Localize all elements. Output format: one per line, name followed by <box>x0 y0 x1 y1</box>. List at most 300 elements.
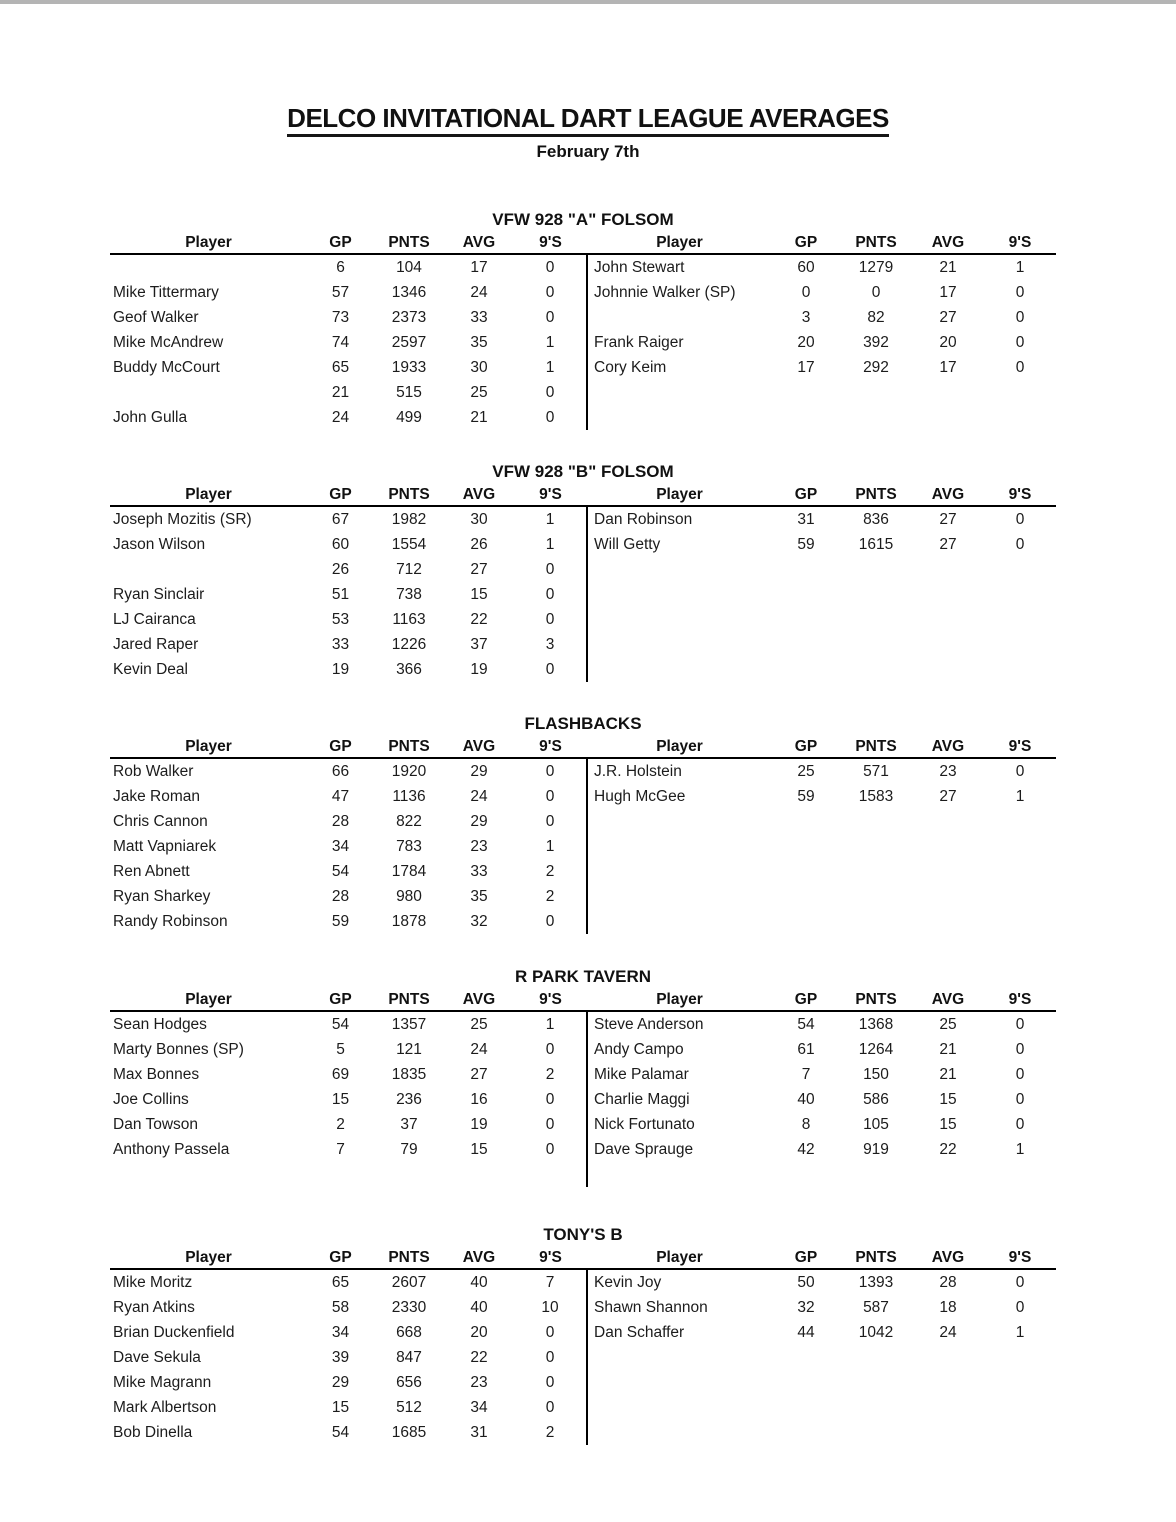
player-name-cell: Dave Sprauge <box>587 1137 772 1162</box>
nines-cell: 1 <box>545 536 555 553</box>
player-name-cell: Steve Anderson <box>587 1011 772 1037</box>
player-name-cell: Chris Cannon <box>113 813 208 830</box>
column-header-nines-left: 9'S <box>514 989 587 1011</box>
pnts-cell: 104 <box>396 259 422 276</box>
nines-cell <box>984 557 1056 582</box>
avg-cell <box>912 834 984 859</box>
column-header-player-right: Player <box>587 989 772 1011</box>
gp-cell: 57 <box>331 284 350 301</box>
column-header-pnts-right: PNTS <box>840 989 912 1011</box>
nines-cell: 1 <box>545 1016 555 1033</box>
pnts-cell: 980 <box>396 888 422 905</box>
player-name-cell <box>587 1420 772 1445</box>
nines-cell <box>984 884 1056 909</box>
column-header-avg-right: AVG <box>912 989 984 1011</box>
pnts-cell: 1685 <box>391 1424 427 1441</box>
gp-cell: 8 <box>801 1116 811 1133</box>
pnts-cell <box>840 1370 912 1395</box>
player-name-cell <box>587 1345 772 1370</box>
avg-cell: 35 <box>470 888 488 905</box>
column-header-nines-right: 9'S <box>984 484 1056 506</box>
gp-cell: 50 <box>797 1274 815 1291</box>
pnts-cell: 292 <box>863 359 889 376</box>
nines-cell: 1 <box>1015 788 1025 805</box>
nines-cell: 0 <box>545 284 555 301</box>
pnts-cell: 499 <box>396 409 422 426</box>
table-header <box>110 736 1056 758</box>
player-name-cell: Sean Hodges <box>113 1016 207 1033</box>
gp-cell <box>307 1162 374 1187</box>
table-row <box>110 834 1056 859</box>
column-header-nines-left: 9'S <box>514 736 587 758</box>
nines-cell <box>984 380 1056 405</box>
avg-cell: 19 <box>470 661 488 678</box>
pnts-cell <box>840 657 912 682</box>
table-row <box>110 1112 1056 1137</box>
column-header-pnts-left: PNTS <box>374 1247 444 1269</box>
avg-cell: 34 <box>470 1399 488 1416</box>
averages-table <box>110 736 1056 934</box>
column-header-pnts-left: PNTS <box>374 232 444 254</box>
avg-cell: 27 <box>470 561 488 578</box>
player-name-cell: LJ Cairanca <box>113 611 196 628</box>
player-name-cell: Johnnie Walker (SP) <box>587 280 772 305</box>
gp-cell: 40 <box>797 1091 815 1108</box>
pnts-cell <box>840 1162 912 1187</box>
gp-cell: 59 <box>797 788 815 805</box>
table-row <box>110 1062 1056 1087</box>
pnts-cell: 571 <box>863 763 889 780</box>
player-name-cell <box>587 380 772 405</box>
table-header <box>110 232 1056 254</box>
averages-table <box>110 232 1056 430</box>
avg-cell: 21 <box>939 1066 957 1083</box>
avg-cell: 17 <box>939 284 957 301</box>
table-row <box>110 557 1056 582</box>
gp-cell: 21 <box>331 384 350 401</box>
nines-cell: 1 <box>1015 1141 1025 1158</box>
nines-cell: 10 <box>541 1299 559 1316</box>
nines-cell <box>984 607 1056 632</box>
column-header-pnts-left: PNTS <box>374 736 444 758</box>
pnts-cell: 836 <box>863 511 889 528</box>
nines-cell: 1 <box>545 838 555 855</box>
pnts-cell: 392 <box>863 334 889 351</box>
gp-cell: 20 <box>797 334 815 351</box>
column-header-player-right: Player <box>587 232 772 254</box>
column-header-gp-left: GP <box>307 484 374 506</box>
avg-cell: 28 <box>939 1274 957 1291</box>
gp-cell: 39 <box>331 1349 350 1366</box>
nines-cell: 0 <box>545 384 555 401</box>
player-name-cell <box>110 1162 307 1187</box>
gp-cell: 60 <box>797 259 815 276</box>
column-header-player-left: Player <box>110 989 307 1011</box>
pnts-cell <box>374 1162 444 1187</box>
table-row <box>110 506 1056 532</box>
gp-cell <box>772 405 840 430</box>
team-section-vfw-928-a-folsom <box>110 209 1056 430</box>
table-row <box>110 280 1056 305</box>
table-row <box>110 1037 1056 1062</box>
gp-cell: 25 <box>797 763 815 780</box>
column-header-gp-right: GP <box>772 1247 840 1269</box>
player-name-cell: Dave Sekula <box>113 1349 201 1366</box>
pnts-cell: 1368 <box>858 1016 894 1033</box>
player-name-cell: Jason Wilson <box>113 536 206 553</box>
column-header-avg-right: AVG <box>912 484 984 506</box>
document-header <box>0 103 1176 162</box>
player-name-cell <box>587 884 772 909</box>
table-row <box>110 1087 1056 1112</box>
pnts-cell: 1163 <box>392 611 426 628</box>
gp-cell <box>772 1420 840 1445</box>
avg-cell: 21 <box>470 409 488 426</box>
avg-cell: 22 <box>470 611 488 628</box>
gp-cell: 47 <box>331 788 350 805</box>
table-row <box>110 405 1056 430</box>
avg-cell <box>912 582 984 607</box>
nines-cell <box>984 657 1056 682</box>
avg-cell: 33 <box>470 863 488 880</box>
avg-cell: 22 <box>939 1141 957 1158</box>
gp-cell: 32 <box>797 1299 815 1316</box>
header-row <box>110 1247 1056 1269</box>
pnts-cell: 1920 <box>391 763 427 780</box>
player-name-cell: Mike Moritz <box>113 1274 193 1291</box>
team-title: VFW 928 "B" FOLSOM <box>492 462 674 481</box>
pnts-cell <box>840 1420 912 1445</box>
pnts-cell <box>840 557 912 582</box>
gp-cell <box>772 909 840 934</box>
column-header-avg-right: AVG <box>912 736 984 758</box>
scan-edge-bar <box>0 0 1176 4</box>
player-name-cell <box>587 809 772 834</box>
averages-table <box>110 484 1056 682</box>
avg-cell <box>912 1162 984 1187</box>
player-name-cell <box>587 632 772 657</box>
column-header-player-right: Player <box>587 484 772 506</box>
player-name-cell <box>587 582 772 607</box>
avg-cell: 20 <box>939 334 957 351</box>
pnts-cell: 1784 <box>391 863 427 880</box>
nines-cell: 0 <box>545 586 555 603</box>
gp-cell <box>772 557 840 582</box>
pnts-cell: 82 <box>867 309 885 326</box>
player-name-cell <box>587 1370 772 1395</box>
nines-cell: 0 <box>545 1091 555 1108</box>
column-header-nines-right: 9'S <box>984 989 1056 1011</box>
pnts-cell: 37 <box>400 1116 418 1133</box>
column-header-avg-left: AVG <box>444 736 514 758</box>
column-header-gp-right: GP <box>772 989 840 1011</box>
player-name-cell <box>587 305 772 330</box>
player-name-cell: Randy Robinson <box>113 913 228 930</box>
nines-cell: 2 <box>545 863 555 880</box>
page-title: DELCO INVITATIONAL DART LEAGUE AVERAGES <box>287 103 889 137</box>
team-section-r-park-tavern <box>110 966 1056 1187</box>
nines-cell: 0 <box>545 259 555 276</box>
player-name-cell: Rob Walker <box>113 763 194 780</box>
gp-cell <box>772 859 840 884</box>
gp-cell: 60 <box>331 536 350 553</box>
nines-cell: 0 <box>545 1041 555 1058</box>
player-name-cell: Ren Abnett <box>113 863 190 880</box>
player-name-cell: Nick Fortunato <box>587 1112 772 1137</box>
header-row <box>110 989 1056 1011</box>
gp-cell: 54 <box>331 1016 350 1033</box>
player-name-cell <box>587 1162 772 1187</box>
avg-cell: 24 <box>470 788 488 805</box>
gp-cell: 29 <box>331 1374 350 1391</box>
avg-cell <box>912 1345 984 1370</box>
table-row <box>110 330 1056 355</box>
avg-cell: 22 <box>470 1349 488 1366</box>
gp-cell: 24 <box>331 409 350 426</box>
nines-cell <box>984 405 1056 430</box>
pnts-cell: 1264 <box>858 1041 894 1058</box>
gp-cell: 58 <box>331 1299 350 1316</box>
avg-cell: 32 <box>470 913 488 930</box>
team-title: VFW 928 "A" FOLSOM <box>492 210 674 229</box>
gp-cell: 59 <box>331 913 350 930</box>
pnts-cell <box>840 1395 912 1420</box>
column-header-avg-left: AVG <box>444 232 514 254</box>
avg-cell <box>912 884 984 909</box>
column-header-pnts-right: PNTS <box>840 484 912 506</box>
table-row <box>110 1269 1056 1295</box>
table-row <box>110 1295 1056 1320</box>
gp-cell <box>772 884 840 909</box>
gp-cell: 17 <box>797 359 815 376</box>
avg-cell: 15 <box>470 1141 488 1158</box>
team-section-tonys-b <box>110 1224 1056 1445</box>
pnts-cell: 1357 <box>391 1016 427 1033</box>
gp-cell <box>772 582 840 607</box>
nines-cell <box>514 1162 587 1187</box>
player-name-cell: Dan Towson <box>113 1116 199 1133</box>
table-row <box>110 1345 1056 1370</box>
pnts-cell: 2330 <box>391 1299 427 1316</box>
nines-cell: 0 <box>1015 359 1025 376</box>
pnts-cell: 712 <box>396 561 422 578</box>
avg-cell <box>912 909 984 934</box>
column-header-nines-right: 9'S <box>984 232 1056 254</box>
avg-cell: 37 <box>470 636 488 653</box>
pnts-cell: 1279 <box>858 259 894 276</box>
player-name-cell <box>587 859 772 884</box>
gp-cell: 34 <box>331 838 350 855</box>
pnts-cell: 1136 <box>392 788 426 805</box>
player-name-cell: J.R. Holstein <box>587 758 772 784</box>
pnts-cell: 1982 <box>391 511 427 528</box>
gp-cell: 34 <box>331 1324 350 1341</box>
nines-cell: 0 <box>1015 334 1025 351</box>
nines-cell: 0 <box>545 1141 555 1158</box>
nines-cell: 0 <box>545 1399 555 1416</box>
avg-cell: 26 <box>470 536 488 553</box>
avg-cell: 20 <box>470 1324 488 1341</box>
nines-cell: 0 <box>545 1116 555 1133</box>
column-header-gp-left: GP <box>307 1247 374 1269</box>
nines-cell: 0 <box>545 561 555 578</box>
table-row <box>110 1395 1056 1420</box>
column-header-gp-left: GP <box>307 989 374 1011</box>
avg-cell: 19 <box>470 1116 488 1133</box>
table-row <box>110 1420 1056 1445</box>
player-name-cell: Ryan Atkins <box>113 1299 195 1316</box>
avg-cell: 27 <box>939 309 957 326</box>
gp-cell: 7 <box>336 1141 345 1158</box>
pnts-cell <box>840 884 912 909</box>
column-header-gp-right: GP <box>772 232 840 254</box>
pnts-cell <box>840 380 912 405</box>
column-header-pnts-left: PNTS <box>374 484 444 506</box>
gp-cell <box>772 1395 840 1420</box>
table-header <box>110 484 1056 506</box>
player-name-cell: Jared Raper <box>113 636 199 653</box>
column-header-nines-right: 9'S <box>984 1247 1056 1269</box>
avg-cell <box>912 632 984 657</box>
nines-cell: 0 <box>545 611 555 628</box>
player-name-cell: Dan Schaffer <box>587 1320 772 1345</box>
nines-cell <box>984 809 1056 834</box>
player-name-cell: Mark Albertson <box>113 1399 217 1416</box>
gp-cell: 42 <box>797 1141 815 1158</box>
table-row <box>110 1137 1056 1162</box>
team-section-flashbacks <box>110 713 1056 934</box>
pnts-cell <box>840 1345 912 1370</box>
table-header <box>110 1247 1056 1269</box>
player-name-cell <box>587 405 772 430</box>
player-name-cell <box>110 557 307 582</box>
gp-cell: 26 <box>331 561 350 578</box>
gp-cell: 5 <box>336 1041 345 1058</box>
gp-cell: 65 <box>331 1274 350 1291</box>
pnts-cell: 366 <box>396 661 422 678</box>
gp-cell: 19 <box>331 661 350 678</box>
table-row <box>110 657 1056 682</box>
avg-cell: 16 <box>470 1091 488 1108</box>
player-name-cell: Ryan Sinclair <box>113 586 205 603</box>
gp-cell <box>772 607 840 632</box>
nines-cell: 3 <box>545 636 555 653</box>
pnts-cell: 668 <box>396 1324 422 1341</box>
gp-cell: 74 <box>331 334 350 351</box>
table-row <box>110 305 1056 330</box>
nines-cell: 1 <box>545 511 555 528</box>
column-header-nines-left: 9'S <box>514 232 587 254</box>
gp-cell <box>772 1370 840 1395</box>
nines-cell: 0 <box>1015 1274 1025 1291</box>
nines-cell: 0 <box>545 1349 555 1366</box>
table-row <box>110 532 1056 557</box>
gp-cell <box>772 809 840 834</box>
pnts-cell <box>840 405 912 430</box>
column-header-gp-left: GP <box>307 736 374 758</box>
gp-cell: 7 <box>801 1066 811 1083</box>
column-header-pnts-right: PNTS <box>840 1247 912 1269</box>
pnts-cell: 1835 <box>391 1066 427 1083</box>
pnts-cell: 105 <box>863 1116 889 1133</box>
nines-cell: 0 <box>1015 763 1025 780</box>
gp-cell: 66 <box>331 763 350 780</box>
nines-cell: 0 <box>1015 309 1025 326</box>
column-header-player-left: Player <box>110 484 307 506</box>
table-row <box>110 607 1056 632</box>
gp-cell: 15 <box>331 1399 350 1416</box>
gp-cell: 2 <box>336 1116 345 1133</box>
avg-cell: 24 <box>470 1041 488 1058</box>
team-title: R PARK TAVERN <box>515 967 651 986</box>
pnts-cell: 1226 <box>391 636 427 653</box>
avg-cell: 23 <box>470 838 488 855</box>
nines-cell: 0 <box>545 309 555 326</box>
pnts-cell <box>840 582 912 607</box>
gp-cell: 6 <box>336 259 345 276</box>
player-name-cell: Ryan Sharkey <box>113 888 211 905</box>
avg-cell: 25 <box>470 384 488 401</box>
avg-cell <box>912 809 984 834</box>
avg-cell: 30 <box>470 359 488 376</box>
nines-cell: 1 <box>545 334 555 351</box>
nines-cell: 7 <box>545 1274 555 1291</box>
column-header-avg-right: AVG <box>912 1247 984 1269</box>
header-row <box>110 484 1056 506</box>
player-name-cell: Mike McAndrew <box>113 334 224 351</box>
table-body <box>110 758 1056 934</box>
table-row <box>110 758 1056 784</box>
table-row <box>110 1162 1056 1187</box>
avg-cell: 25 <box>470 1016 488 1033</box>
nines-cell <box>984 834 1056 859</box>
player-name-cell: Joseph Mozitis (SR) <box>113 511 252 528</box>
nines-cell: 0 <box>545 788 555 805</box>
pnts-cell: 121 <box>396 1041 422 1058</box>
pnts-cell <box>840 607 912 632</box>
player-name-cell: Hugh McGee <box>587 784 772 809</box>
gp-cell: 54 <box>797 1016 815 1033</box>
averages-table <box>110 989 1056 1187</box>
nines-cell <box>984 632 1056 657</box>
nines-cell: 0 <box>545 661 555 678</box>
pnts-cell: 738 <box>396 586 422 603</box>
player-name-cell: Frank Raiger <box>587 330 772 355</box>
nines-cell: 0 <box>545 409 555 426</box>
pnts-cell: 1346 <box>391 284 427 301</box>
table-row <box>110 632 1056 657</box>
gp-cell: 28 <box>331 888 350 905</box>
player-name-cell <box>587 607 772 632</box>
avg-cell <box>912 405 984 430</box>
player-name-cell: Andy Campo <box>587 1037 772 1062</box>
gp-cell: 51 <box>331 586 350 603</box>
player-name-cell: Buddy McCourt <box>113 359 220 376</box>
nines-cell: 0 <box>545 1374 555 1391</box>
nines-cell <box>984 1162 1056 1187</box>
gp-cell: 61 <box>797 1041 815 1058</box>
avg-cell <box>444 1162 514 1187</box>
nines-cell: 0 <box>1015 284 1025 301</box>
player-name-cell: Anthony Passela <box>113 1141 230 1158</box>
player-name-cell: Dan Robinson <box>587 506 772 532</box>
nines-cell: 0 <box>1015 1016 1025 1033</box>
avg-cell: 27 <box>939 536 957 553</box>
gp-cell <box>772 834 840 859</box>
pnts-cell: 1878 <box>391 913 427 930</box>
table-body <box>110 254 1056 430</box>
player-name-cell: Bob Dinella <box>113 1424 193 1441</box>
